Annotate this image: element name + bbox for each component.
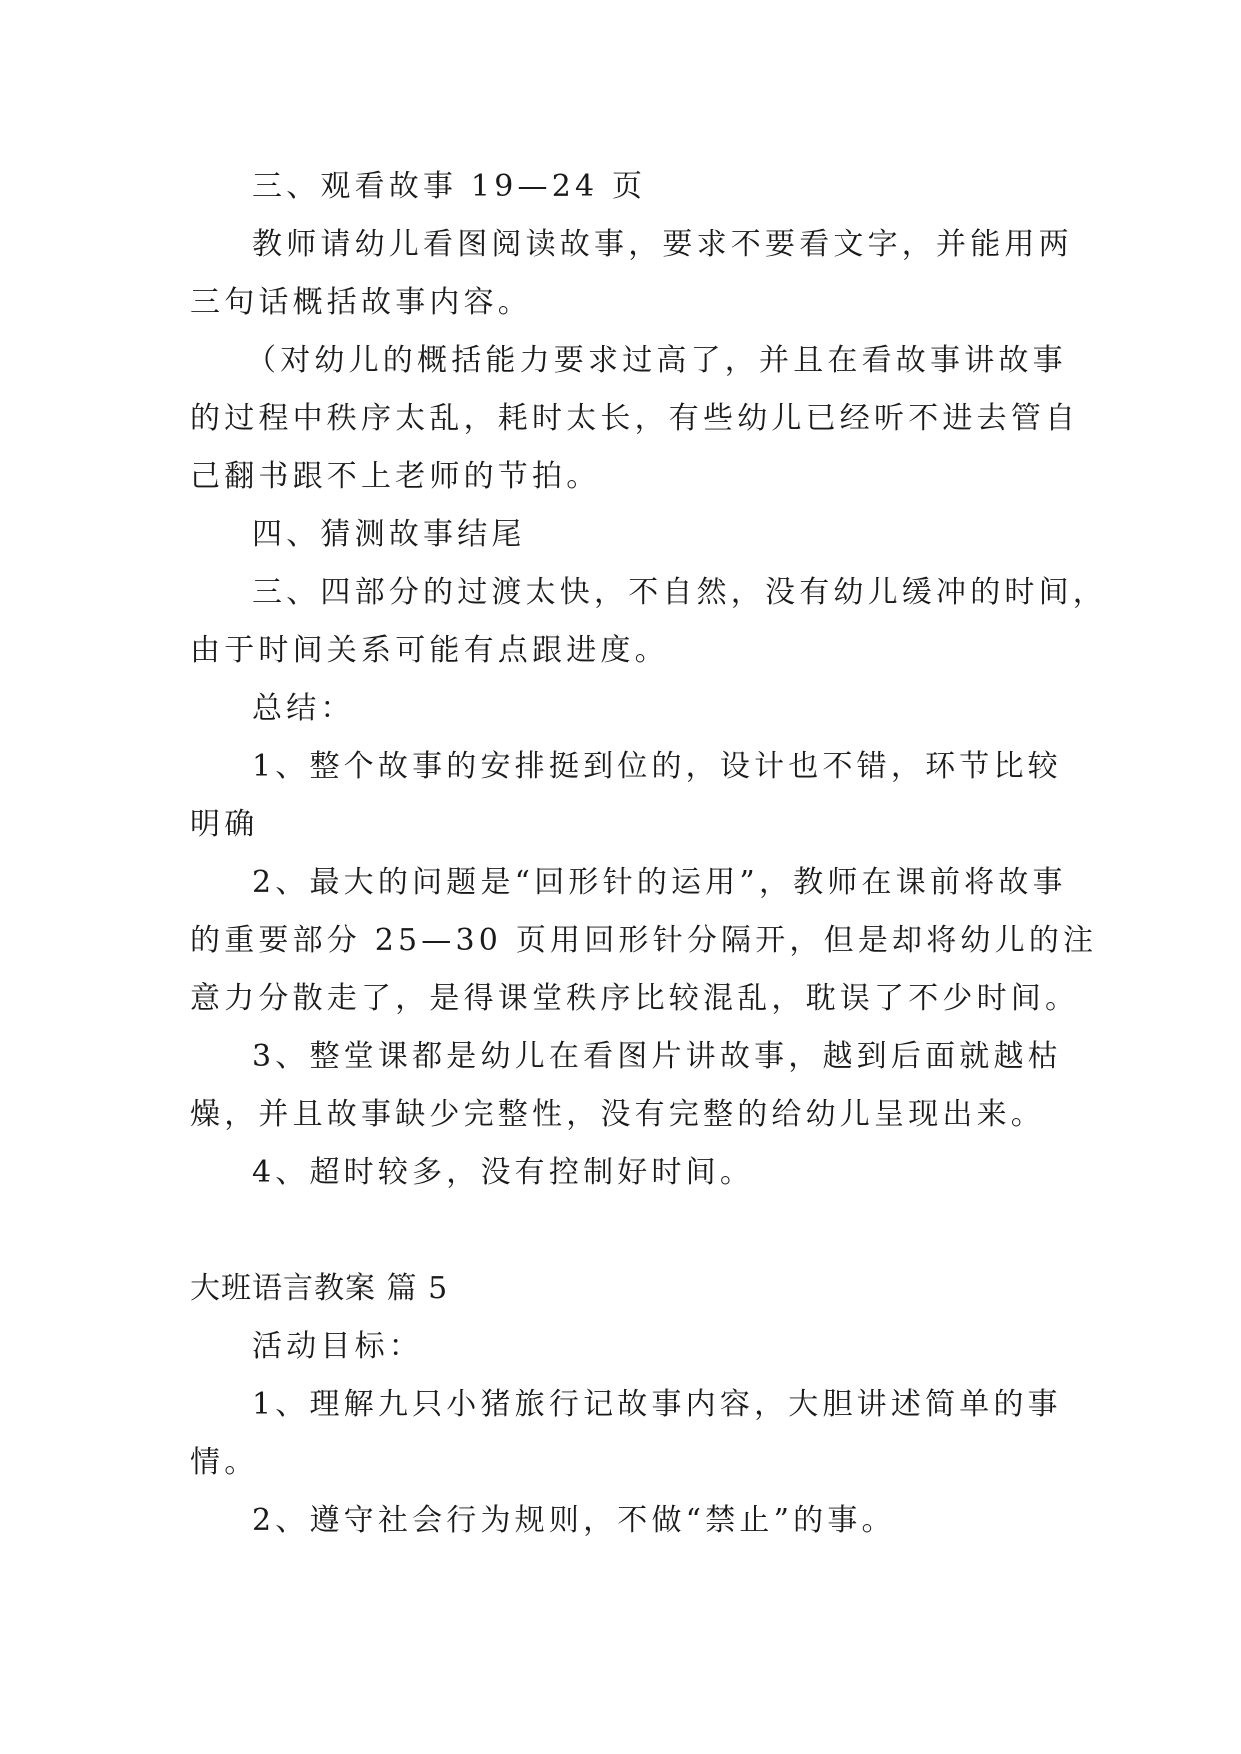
goal-line: 情。 [190, 1445, 259, 1480]
paragraph-line: 由于时间关系可能有点跟进度。 [190, 633, 669, 668]
paragraph-line: 的过程中秩序太乱，耗时太长，有些幼儿已经听不进去管自 [190, 401, 1080, 436]
goal-line: 1、理解九只小猪旅行记故事内容，大胆讲述简单的事 [252, 1387, 1062, 1422]
paragraph-line: 教师请幼儿看图阅读故事，要求不要看文字，并能用两 [252, 227, 1073, 262]
list-item-line: 的重要部分 25—30 页用回形针分隔开，但是却将幼儿的注 [190, 923, 1098, 958]
section-heading-watch-story: 三、观看故事 19—24 页 [252, 169, 647, 204]
paragraph-line: 己翻书跟不上老师的节拍。 [190, 459, 601, 494]
list-item-line: 3、整堂课都是幼儿在看图片讲故事，越到后面就越枯 [252, 1039, 1062, 1074]
list-item-line: 意力分散走了，是得课堂秩序比较混乱，耽误了不少时间。 [190, 981, 1080, 1016]
paragraph-line: 三、四部分的过渡太快，不自然，没有幼儿缓冲的时间， [252, 575, 1107, 610]
paragraph-line: 三句话概括故事内容。 [190, 285, 532, 320]
summary-heading: 总结： [252, 691, 355, 726]
paragraph-line: （对幼儿的概括能力要求过高了，并且在看故事讲故事 [246, 343, 1067, 378]
list-item-line: 明确 [190, 807, 259, 842]
section-heading-guess-ending: 四、猜测故事结尾 [252, 517, 526, 552]
lesson-plan-title: 大班语言教案 篇 5 [190, 1271, 449, 1306]
activity-goals-heading: 活动目标： [252, 1329, 423, 1364]
list-item-line: 1、整个故事的安排挺到位的，设计也不错，环节比较 [252, 749, 1062, 784]
list-item-line: 4、超时较多，没有控制好时间。 [252, 1155, 755, 1190]
goal-line: 2、遵守社会行为规则，不做“禁止”的事。 [252, 1503, 896, 1538]
list-item-line: 2、最大的问题是“回形针的运用”，教师在课前将故事 [252, 865, 1067, 900]
list-item-line: 燥，并且故事缺少完整性，没有完整的给幼儿呈现出来。 [190, 1097, 1045, 1132]
